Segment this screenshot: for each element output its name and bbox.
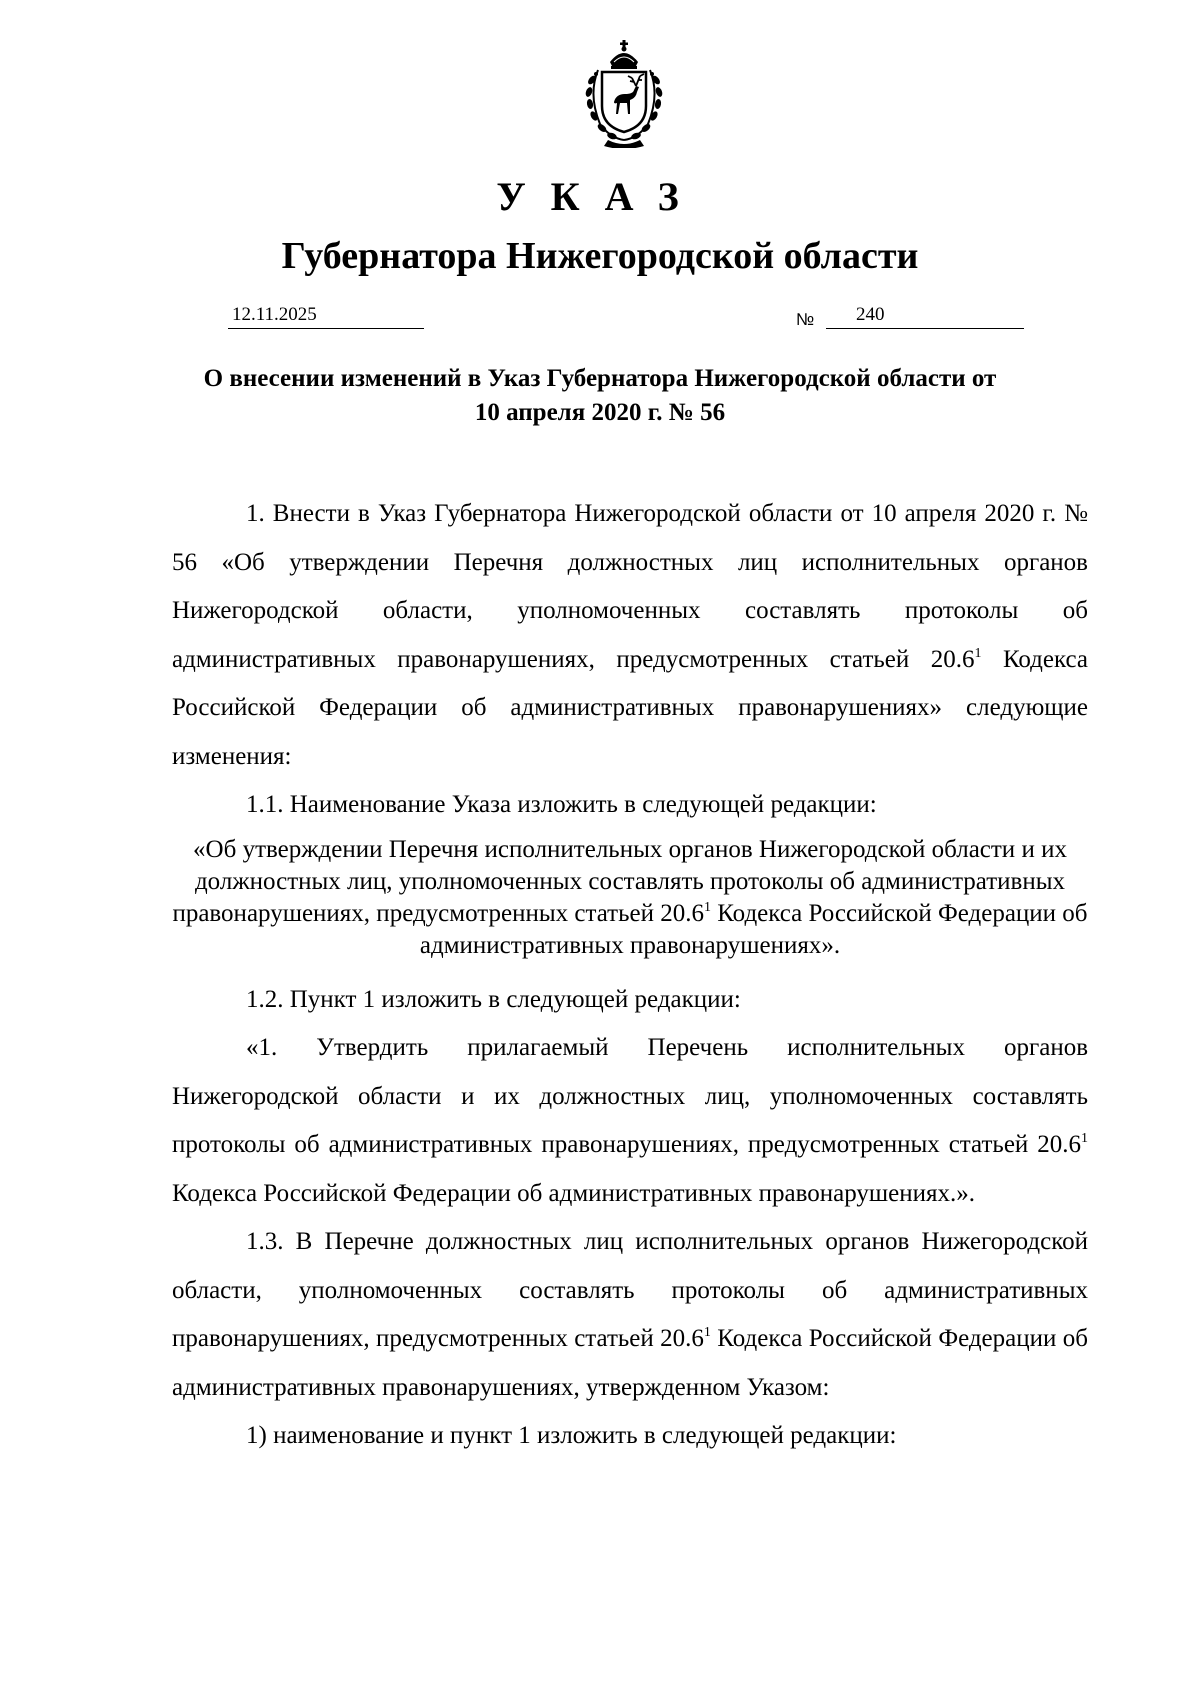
document-subject: О внесении изменений в Указ Губернатора Нижегородской области от 10 апреля 2020 г. № 56 [203, 365, 997, 426]
paragraph-1-2-quote: «1. Утвердить прилагаемый Перечень исполнительных органов Нижегородской области и их должностных лиц, уполномоченных составлять протоколы об административных правонарушениях, предусмотренных статьей 20.6$^1$ Кодекса Российской Федерации об административных правонарушениях.». [172, 1034, 1088, 1207]
document-number: 240 [826, 302, 1024, 329]
paragraph-1-1: 1.1. Наименование Указа изложить в следующей редакции: [246, 791, 877, 818]
document-authority: Губернатора Нижегородской области [281, 235, 919, 277]
nizhny-novgorod-coat-of-arms-icon [570, 40, 678, 148]
document-date: 12.11.2025 [228, 302, 424, 329]
paragraph-1-3-item-1: 1) наименование и пункт 1 изложить в следующей редакции: [246, 1422, 897, 1449]
document-body [172, 490, 1088, 1461]
document-kind-title: УКАЗ [496, 174, 704, 219]
number-sign: № [796, 310, 815, 329]
quoted-title: «Об утверждении Перечня исполнительных органов Нижегородской области и их должностных лиц, уполномоченных составлять протоколы об административных правонарушениях, предусмотренных статьей 20.6$^1$ Кодекса Российской Федерации об административных правонарушениях». [172, 835, 1088, 959]
paragraph-1-2: 1.2. Пункт 1 изложить в следующей редакции: [246, 985, 741, 1013]
paragraph-1-3: 1.3. В Перечне должностных лиц исполнительных органов Нижегородской области, уполномоченных составлять протоколы об административных правонарушениях, предусмотренных статьей 20.6$^1$ Кодекса Российской Федерации об административных правонарушениях, утвержденном Указом: [172, 1228, 1088, 1401]
paragraph-1: 1. Внести в Указ Губернатора Нижегородской области от 10 апреля 2020 г. № 56 «Об утверждении Перечня должностных лиц исполнительных органов Нижегородской области, уполномоченных составлять протоколы об административных правонарушениях, предусмотренных статьей 20.6$^1$ Кодекса Российской Федерации об административных правонарушениях» следующие изменения: [172, 500, 1088, 770]
